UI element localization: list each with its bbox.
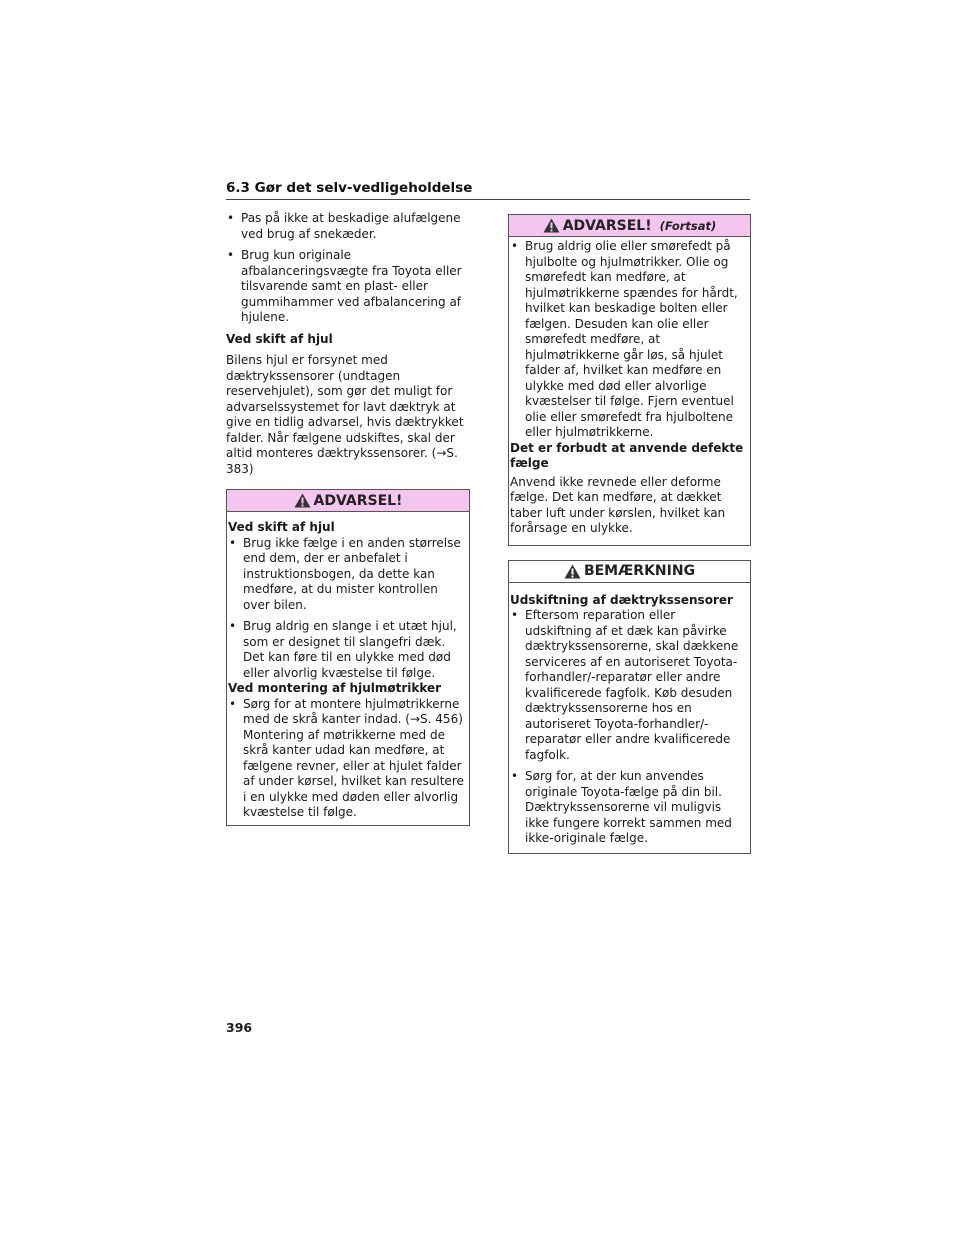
warning-title: ADVARSEL! [562,217,652,234]
body-paragraph: Bilens hjul er forsynet med dæktrykssensorer (undtagen reservehjulet), som gør det muligt for advarselssystemet for lavt dæktryk at give en tidlig advarsel, hvis dæktrykket falder. Når fælgene udskiftes, skal der altid monteres dæktrykssensorer. (→S. 383) [226,353,464,476]
list-item: • Eftersom reparation eller udskiftning af et dæk kan påvirke dæktrykssensorerne, skal dækkene serviceres af en autoriseret Toyota-forhandler/-reparatør eller andre kvalificerede fagfolk. Køb desuden dæktrykssensorerne hos en autoriseret Toyota-forhandler/-reparatør eller andre kvalificerede fagfolk. [511,608,739,762]
warning-continued-bullets [510,239,745,441]
list-item: • Brug kun originale afbalanceringsvægte fra Toyota eller tilsvarende samt en plast- eller gummihammer ved afbalancering af hjulene. [227,248,462,324]
warning-section-title: Det er forbudt at anvende defekte fælge [510,440,744,470]
list-item: • Pas på ikke at beskadige alufælgene ved brug af snekæder. [227,211,461,241]
warning-title: ADVARSEL! [313,492,403,509]
notice-body [509,583,750,853]
notice-title: BEMÆRKNING [583,563,696,579]
notice-section-title: Udskiftning af dæktrykssensorer [510,592,733,607]
section-header: 6.3 Gør det selv-vedligeholdelse [226,180,750,200]
page-number: 396 [226,1020,253,1035]
list-item: • Brug aldrig olie eller smørefedt på hjulbolte og hjulmøtrikker. Olie og smørefedt kan medføre, at hjulmøtrikkerne spændes for hårdt, hvilket kan beskadige bolten eller fælgen. Desuden kan olie eller smørefedt medføre, at hjulmøtrikkerne går løs, så hjulet falder af, hvilket kan medføre en ulykke med død eller alvorlige kvæstelser til følge. Fjern eventuel olie eller smørefedt fra hjulboltene eller hjulmøtrikkerne. [511,239,738,439]
warning-header [227,490,469,512]
warning-section-title: Ved skift af hjul [228,520,335,534]
continued-label: (Fortsat) [659,218,717,233]
warning-triangle-icon [543,218,560,233]
intro-bullet-list [226,211,470,326]
left-column [226,211,470,826]
notice-icon [564,564,581,579]
list-item: • Brug aldrig en slange i et utæt hjul, som er designet til slangefri dæk. Det kan føre til en ulykke med død eller alvorlig kvæstelse til følge. [229,619,457,680]
notice-box [508,560,751,854]
notice-bullets [510,608,745,847]
warning-body [227,512,469,825]
list-item: • Sørg for, at der kun anvendes originale Toyota-fælge på din bil. Dæktrykssensorerne vil muligvis ikke fungere korrekt sammen med ikke-originale fælge. [511,769,732,845]
subheading: Ved skift af hjul [226,331,333,346]
notice-header [509,561,750,583]
warning-bullets-1 [228,536,464,682]
warning-box [226,489,470,826]
list-item: • Sørg for at montere hjulmøtrikkerne med de skrå kanter indad. (→S. 456) Montering af møtrikkerne med de skrå kanter udad kan medføre, at fælgene revner, eller at hjulet falder af under kørsel, hvilket kan resultere i en ulykke med døden eller alvorlig kvæstelse til følge. [229,696,464,819]
warning-section-text: Anvend ikke revnede eller deforme fælge. Det kan medføre, at dækket taber luft under kørslen, hvilket kan forårsage en ulykke. [510,474,726,535]
warning-continued-box [508,214,751,546]
warning-continued-body [509,237,750,545]
list-item: • Brug ikke fælge i en anden størrelse end dem, der er anbefalet i instruktionsbogen, da dette kan medføre, at du mister kontrollen over bilen. [229,535,461,612]
right-column [508,214,751,854]
warning-continued-header [509,215,750,237]
warning-section-title: Ved montering af hjulmøtrikker [228,681,442,695]
warning-bullets-2 [228,697,464,821]
warning-triangle-icon [294,493,311,508]
